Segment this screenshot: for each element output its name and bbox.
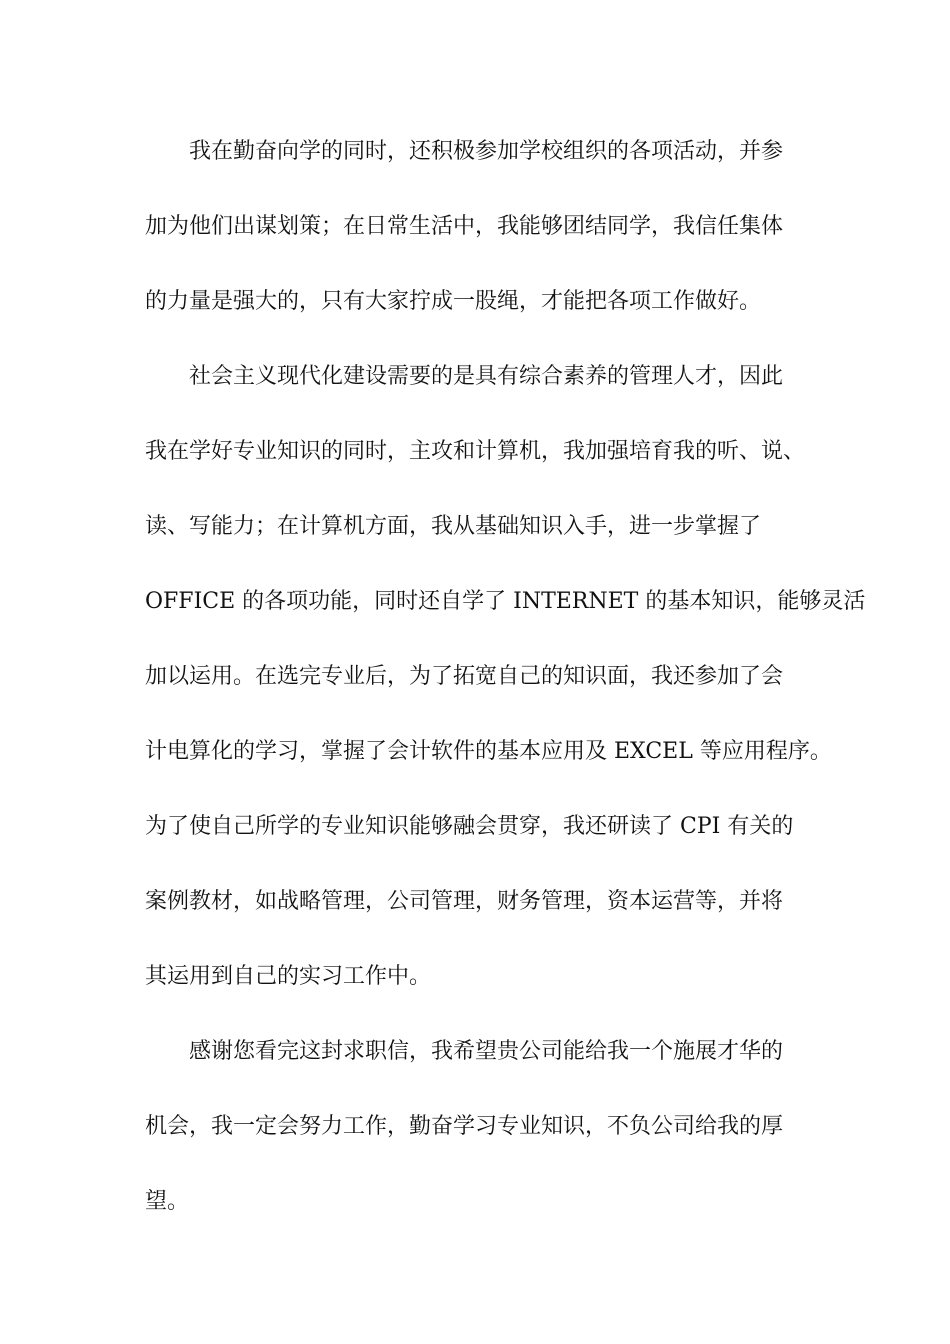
paragraph-2-line-1: 社会主义现代化建设需要的是具有综合素养的管理人才，因此 <box>189 364 784 389</box>
paragraph-3-line-1: 感谢您看完这封求职信，我希望贵公司能给我一个施展才华的 <box>189 1039 784 1064</box>
paragraph-2-line-3: 读、写能力；在计算机方面，我从基础知识入手，进一步掌握了 <box>145 514 762 539</box>
paragraph-3-line-3: 望。 <box>145 1189 190 1214</box>
paragraph-2-line-2: 我在学好专业知识的同时，主攻和计算机，我加强培育我的听、说、 <box>145 439 806 464</box>
paragraph-2-line-8: 案例教材，如战略管理，公司管理，财务管理，资本运营等，并将 <box>145 889 784 914</box>
paragraph-1-line-3: 的力量是强大的，只有大家拧成一股绳，才能把各项工作做好。 <box>145 289 762 314</box>
paragraph-2-line-4: OFFICE 的各项功能，同时还自学了 INTERNET 的基本知识，能够灵活 <box>145 589 866 614</box>
paragraph-1-line-1: 我在勤奋向学的同时，还积极参加学校组织的各项活动，并参 <box>189 139 784 164</box>
paragraph-2-line-5: 加以运用。在选完专业后，为了拓宽自己的知识面，我还参加了会 <box>145 664 784 689</box>
paragraph-2-line-7: 为了使自己所学的专业知识能够融会贯穿，我还研读了 CPI 有关的 <box>145 814 794 839</box>
paragraph-2-line-9: 其运用到自己的实习工作中。 <box>145 964 432 989</box>
letter-body <box>145 132 866 1257</box>
paragraph-3-line-2: 机会，我一定会努力工作，勤奋学习专业知识，不负公司给我的厚 <box>145 1114 784 1139</box>
paragraph-1-line-2: 加为他们出谋划策；在日常生活中，我能够团结同学，我信任集体 <box>145 214 784 239</box>
paragraph-2-line-6: 计电算化的学习，掌握了会计软件的基本应用及 EXCEL 等应用程序。 <box>145 739 832 764</box>
